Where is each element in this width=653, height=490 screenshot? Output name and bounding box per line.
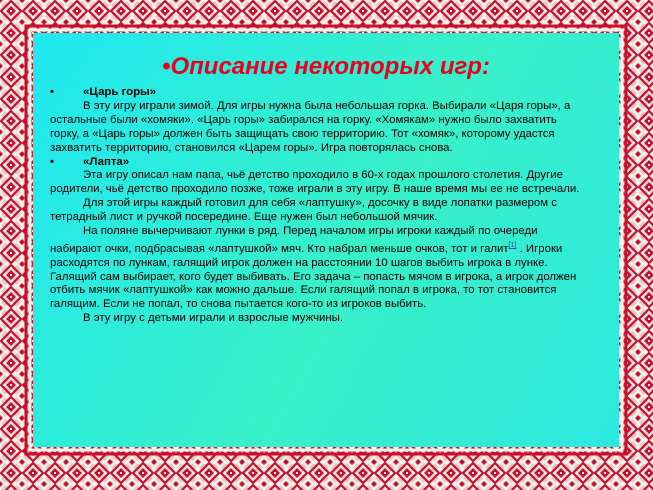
- page-title: •Описание некоторых игр:: [162, 53, 490, 80]
- paragraph: В эту игру играли зимой. Для игры нужна была небольшая горка. Выбирали «Царя горы», а остальные были «хомяки». «Царь горы» забирался на горку. «Хомякам» нужно было захватить горку, а «Царь горы» должен быть защищать свою территорию. Тот «хомяк», которому удастся захватить территорию, становился «Царем горы». Игра повторялась снова.: [50, 99, 571, 154]
- bullet: •: [50, 86, 54, 98]
- paragraph: В эту игру с детьми играли и взрослые мужчины.: [83, 312, 344, 325]
- slide-body: [50, 86, 585, 326]
- paragraph: Для этой игры каждый готовил для себя «лаптушку», досочку в виде лопатки размером с тетрадный лист и ручкой посередине. Еще нужен был небольшой мячик.: [50, 197, 557, 224]
- heading-text: «Лапта»: [83, 155, 130, 168]
- game-heading-lapta: [50, 156, 585, 170]
- heading-text: «Царь горы»: [83, 86, 157, 98]
- game-heading-king-of-hill: [50, 86, 585, 100]
- paragraph: Эта игру описал нам папа, чьё детство проходило в 60-х годах прошлого столетия. Другие родители, чьё детство проходило позже, тоже играли в эту игру. В наше время мы ее не встречали.: [50, 169, 580, 196]
- footnote-link[interactable]: [1]: [508, 241, 517, 249]
- paragraph: На поляне вычерчивают лунки в ряд. Перед началом игры игроки каждый по очереди набирают очки, подбрасывая «лаптушкой» мяч. Кто набрал меньше очков, тот и галит[1] . Игроки расходятся по лункам, галящий игрок должен на расстоянии 10 шагов выбить игрока в лунке. Галящий сам выбирает, кого будет выбивать. Его задача – попасть мячом в игрока, а игрок должен отбить мячик «лаптушкой» как можно дальше. Если галящий попал в игрока, то тот становится галящим. Если не попал, то снова пытается кого-то из игроков выбить.: [50, 225, 577, 311]
- bullet: •: [50, 155, 54, 168]
